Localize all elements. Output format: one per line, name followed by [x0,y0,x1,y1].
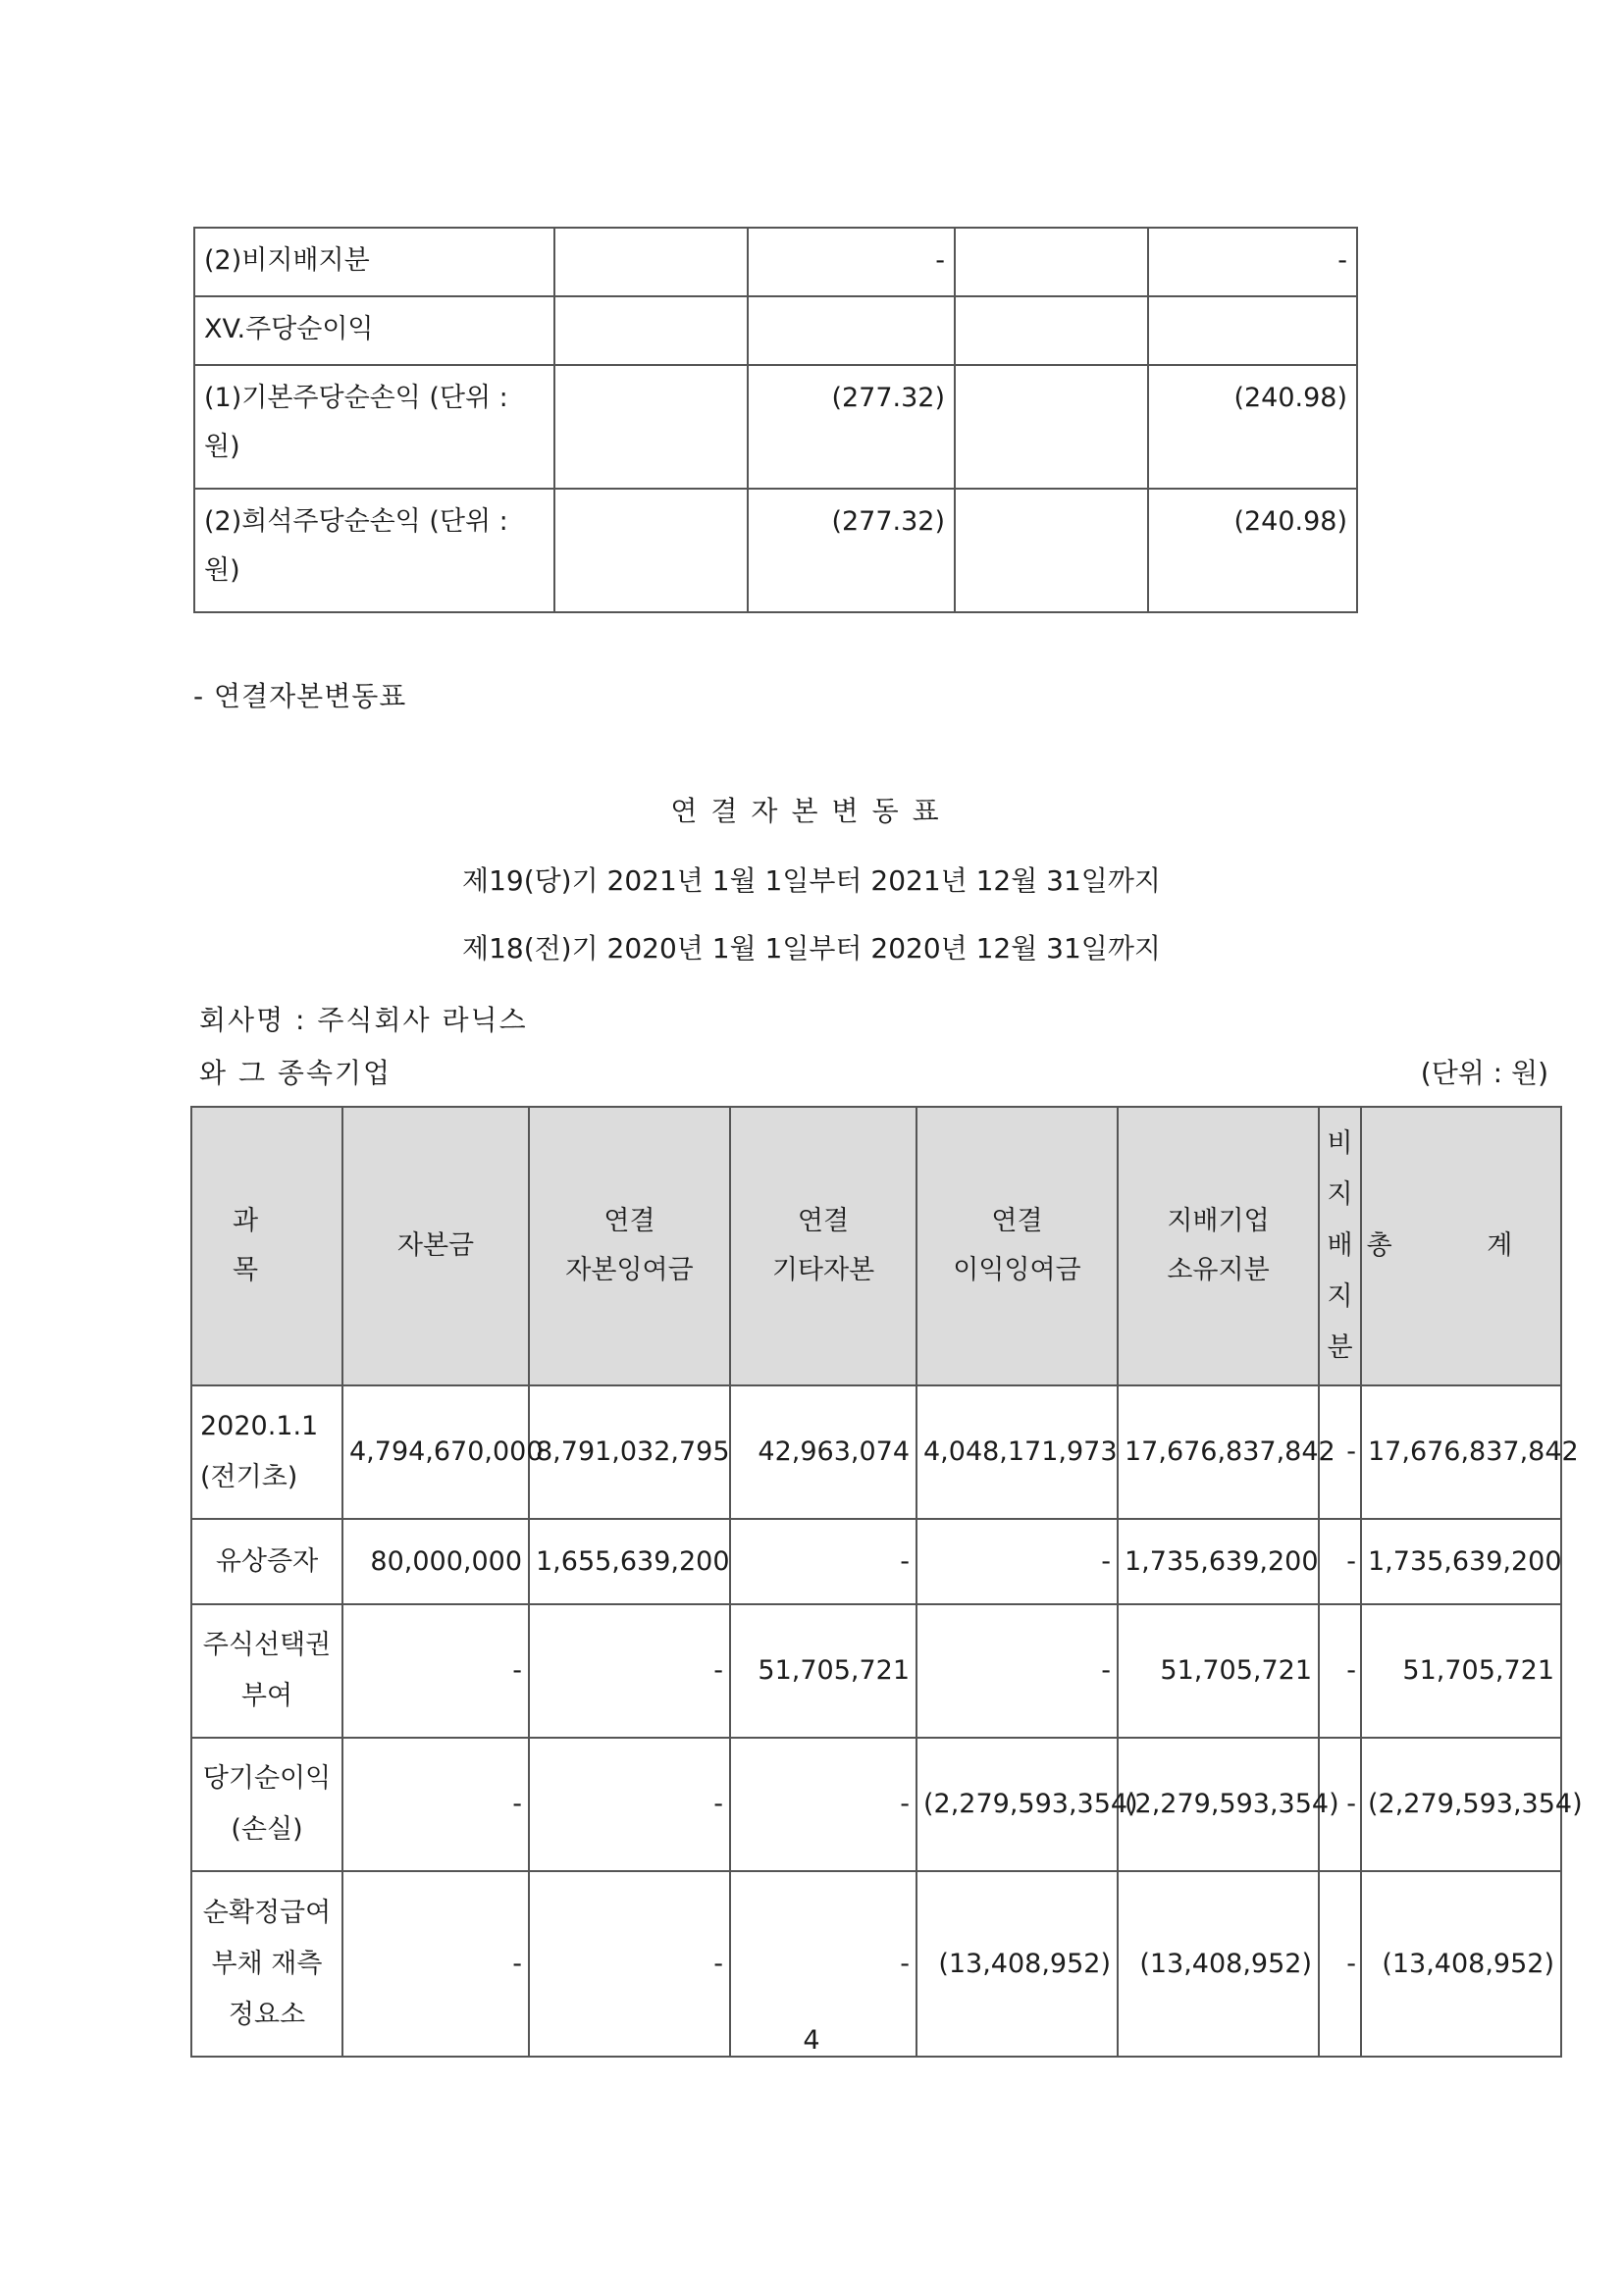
cell-capital: - [342,1738,529,1871]
row-item: 주식선택권 부여 [191,1604,342,1738]
col-header-parent-equity: 지배기업 소유지분 [1118,1107,1319,1385]
row-label: (2)희석주당순손익 (단위 : 원) [194,489,554,612]
cell-nci: - [1319,1871,1361,2057]
row-item: 유상증자 [191,1519,342,1604]
cell: - [1148,228,1357,296]
col-header-capital-surplus: 연결 자본잉여금 [529,1107,730,1385]
cell-capital: - [342,1604,529,1738]
unit-label: (단위 : 원) [1420,1057,1548,1089]
cell-nci: - [1319,1519,1361,1604]
cell-parent: 17,676,837,842 [1118,1385,1319,1519]
cell-surplus: - [529,1604,730,1738]
cell-other: - [730,1871,916,2057]
col-header-capital: 자본금 [342,1107,529,1385]
cell-nci: - [1319,1738,1361,1871]
cell-capital: 80,000,000 [342,1519,529,1604]
table-row [191,1738,1561,1871]
cell [955,228,1148,296]
cell-nci: - [1319,1604,1361,1738]
cell-total: (13,408,952) [1361,1871,1561,2057]
page-number: 4 [803,2025,820,2056]
col-header-retained-earnings: 연결 이익잉여금 [916,1107,1118,1385]
cell-retained: - [916,1604,1118,1738]
cell: (240.98) [1148,365,1357,489]
cell [1148,296,1357,365]
table-row [194,228,1357,296]
cell-retained: (13,408,952) [916,1871,1118,2057]
cell-total: (2,279,593,354) [1361,1738,1561,1871]
header-row [191,1107,1561,1385]
cell-other: - [730,1738,916,1871]
statement-title: 연결자본변동표 [670,795,953,827]
cell [955,365,1148,489]
period-prior: 제18(전)기 2020년 1월 1일부터 2020년 12월 31일까지 [462,932,1161,965]
cell-capital: 4,794,670,000 [342,1385,529,1519]
row-item: 당기순이익(손실) [191,1738,342,1871]
row-item: 2020.1.1 (전기초) [191,1385,342,1519]
table-row [191,1385,1561,1519]
equity-changes-table [190,1106,1583,2058]
cell-retained: - [916,1519,1118,1604]
cell-surplus: 8,791,032,795 [529,1385,730,1519]
row-item: 순확정급여부채 재측정요소 [191,1871,342,2057]
col-header-other-capital: 연결 기타자본 [730,1107,916,1385]
cell-parent: 51,705,721 [1118,1604,1319,1738]
col-header-nci: 비지배지분 [1319,1107,1361,1385]
table-row [194,489,1357,612]
cell-total: 17,676,837,842 [1361,1385,1561,1519]
company-name-cont: 와 그 종속기업 [199,1057,393,1089]
cell-capital: - [342,1871,529,2057]
row-label: (1)기본주당순손익 (단위 : 원) [194,365,554,489]
cell-retained: (2,279,593,354) [916,1738,1118,1871]
cell [554,296,748,365]
col-header-item: 과 목 [191,1107,342,1385]
cell-parent: 1,735,639,200 [1118,1519,1319,1604]
cell-surplus: - [529,1871,730,2057]
row-label: XV.주당순이익 [194,296,554,365]
section-note: - 연결자본변동표 [193,680,407,712]
cell [955,296,1148,365]
table-row [191,1604,1561,1738]
cell [554,365,748,489]
cell-surplus: 1,655,639,200 [529,1519,730,1604]
cell [955,489,1148,612]
cell-total: 1,735,639,200 [1361,1519,1561,1604]
company-name: 회사명 : 주식회사 라닉스 [199,1004,528,1036]
cell: - [748,228,955,296]
cell-nci: - [1319,1385,1361,1519]
cell [554,489,748,612]
cell-other: 51,705,721 [730,1604,916,1738]
col-header-total: 총 계 [1361,1107,1561,1385]
cell-retained: 4,048,171,973 [916,1385,1118,1519]
cell [748,296,955,365]
cell-other: 42,963,074 [730,1385,916,1519]
cell-surplus: - [529,1738,730,1871]
period-current: 제19(당)기 2021년 1월 1일부터 2021년 12월 31일까지 [462,864,1161,897]
table-row [194,296,1357,365]
cell: (277.32) [748,489,955,612]
cell-parent: (13,408,952) [1118,1871,1319,2057]
table-row [191,1519,1561,1604]
cell: (277.32) [748,365,955,489]
cell-parent: (2,279,593,354) [1118,1738,1319,1871]
cell [554,228,748,296]
income-statement-fragment [193,227,1358,613]
table-row [194,365,1357,489]
cell-total: 51,705,721 [1361,1604,1561,1738]
row-label: (2)비지배지분 [194,228,554,296]
cell: (240.98) [1148,489,1357,612]
cell-other: - [730,1519,916,1604]
